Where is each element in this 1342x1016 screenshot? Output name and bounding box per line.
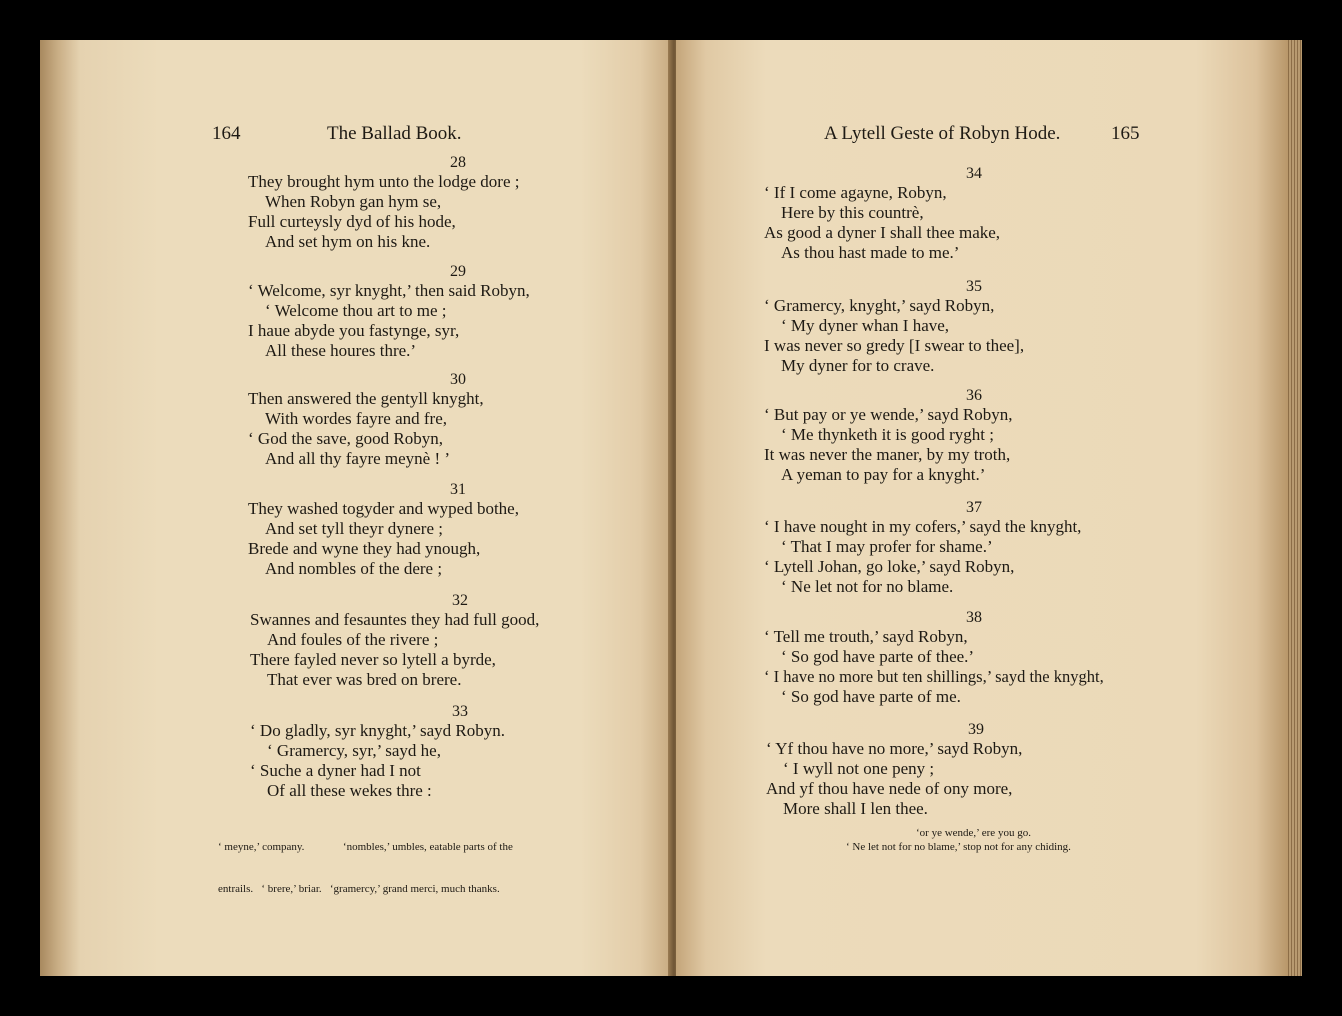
stanza-28 xyxy=(248,154,668,252)
verse-line: ‘ My dyner whan I have, xyxy=(781,316,950,335)
verse-line: Of all these wekes thre : xyxy=(267,781,432,800)
verse-line: ‘ But pay or ye wende,’ sayd Robyn, xyxy=(764,405,1013,424)
stanza-33 xyxy=(250,703,670,801)
stanza-31 xyxy=(248,481,668,579)
right-page-number: 165 xyxy=(1111,123,1140,144)
verse-line: And set hym on his kne. xyxy=(265,232,431,251)
stanza-number: 38 xyxy=(966,609,982,626)
verse-line: More shall I len thee. xyxy=(783,799,928,818)
stanza-37 xyxy=(764,499,1184,597)
verse-line: A yeman to pay for a knyght.’ xyxy=(781,465,986,484)
stanza-number: 29 xyxy=(450,263,466,280)
verse-line: And foules of the rivere ; xyxy=(267,630,439,649)
open-book xyxy=(40,40,1302,976)
stanza-number: 30 xyxy=(450,371,466,388)
stanza-number: 28 xyxy=(450,154,466,171)
stanza-36 xyxy=(764,387,1184,485)
stanza-number: 31 xyxy=(450,481,466,498)
verse-line: I haue abyde you fastynge, syr, xyxy=(248,321,460,340)
verse-line: ‘ Yf thou have no more,’ sayd Robyn, xyxy=(766,739,1023,758)
verse-line: ‘ That I may profer for shame.’ xyxy=(781,537,993,556)
verse-line: I was never so gredy [I swear to thee], xyxy=(764,336,1025,355)
stanza-35 xyxy=(764,278,1184,376)
verse-line: And nombles of the dere ; xyxy=(265,559,443,578)
verse-line: It was never the maner, by my troth, xyxy=(764,445,1011,464)
stanza-number: 34 xyxy=(966,165,982,182)
stanza-34 xyxy=(764,165,1184,263)
footnote-line: ‘ meyne,’ company. ‘nombles,’ umbles, eatable parts of the xyxy=(218,841,513,853)
verse-line: ‘ If I come agayne, Robyn, xyxy=(764,183,947,202)
verse-line: As good a dyner I shall thee make, xyxy=(764,223,1001,242)
verse-line: ‘ Tell me trouth,’ sayd Robyn, xyxy=(764,627,968,646)
verse-line: ‘ Welcome thou art to me ; xyxy=(265,301,447,320)
verse-line: ‘ So god have parte of thee.’ xyxy=(781,647,975,666)
verse-line: ‘ God the save, good Robyn, xyxy=(248,429,444,448)
verse-line: ‘ Lytell Johan, go loke,’ sayd Robyn, xyxy=(764,557,1015,576)
verse-line: All these houres thre.’ xyxy=(265,341,417,360)
verse-line: As thou hast made to me.’ xyxy=(781,243,960,262)
verse-line: And all thy fayre meynè ! ’ xyxy=(265,449,451,468)
verse-line: When Robyn gan hym se, xyxy=(265,192,442,211)
footnote-line: entrails. ‘ brere,’ briar. ‘gramercy,’ grand merci, much thanks. xyxy=(218,883,500,895)
verse-line: ‘ Do gladly, syr knyght,’ sayd Robyn. xyxy=(250,721,505,740)
left-running-title: The Ballad Book. xyxy=(327,123,462,144)
verse-line: ‘ Welcome, syr knyght,’ then said Robyn, xyxy=(248,281,530,300)
verse-line: That ever was bred on brere. xyxy=(267,670,462,689)
right-footnote-1: ‘or ye wende,’ ere you go. xyxy=(916,827,1031,839)
verse-line: ‘ I wyll not one peny ; xyxy=(783,759,935,778)
verse-line: They brought hym unto the lodge dore ; xyxy=(248,172,520,191)
verse-line: Then answered the gentyll knyght, xyxy=(248,389,484,408)
stanza-number: 33 xyxy=(452,703,468,720)
right-footnote-2: ‘ Ne let not for no blame,’ stop not for any chiding. xyxy=(846,841,1071,853)
verse-line: And yf thou have nede of ony more, xyxy=(766,779,1013,798)
verse-line: ‘ So god have parte of me. xyxy=(781,687,961,706)
stanza-29 xyxy=(248,263,668,361)
left-footnotes xyxy=(218,812,513,924)
verse-line: Swannes and fesauntes they had full good, xyxy=(250,610,540,629)
verse-line: And set tyll theyr dynere ; xyxy=(265,519,443,538)
verse-line: There fayled never so lytell a byrde, xyxy=(250,650,496,669)
verse-line: With wordes fayre and fre, xyxy=(265,409,447,428)
verse-line: ‘ Gramercy, knyght,’ sayd Robyn, xyxy=(764,296,995,315)
stanza-number: 39 xyxy=(968,721,984,738)
verse-line: They washed togyder and wyped bothe, xyxy=(248,499,519,518)
verse-line: ‘ I have no more but ten shillings,’ sayd the knyght, xyxy=(764,667,1104,686)
stanza-number: 36 xyxy=(966,387,982,404)
stanza-30 xyxy=(248,371,668,469)
right-running-title: A Lytell Geste of Robyn Hode. xyxy=(824,123,1061,144)
verse-line: ‘ Gramercy, syr,’ sayd he, xyxy=(267,741,441,760)
verse-line: ‘ Ne let not for no blame. xyxy=(781,577,954,596)
verse-line: ‘ Suche a dyner had I not xyxy=(250,761,421,780)
left-page-number: 164 xyxy=(212,123,241,144)
stanza-number: 32 xyxy=(452,592,468,609)
verse-line: My dyner for to crave. xyxy=(781,356,935,375)
verse-line: ‘ Me thynketh it is good ryght ; xyxy=(781,425,994,444)
verse-line: Brede and wyne they had ynough, xyxy=(248,539,481,558)
stanza-39 xyxy=(766,721,1186,819)
stanza-number: 37 xyxy=(966,499,982,516)
stanza-32 xyxy=(250,592,670,690)
left-page xyxy=(40,40,672,976)
stanza-number: 35 xyxy=(966,278,982,295)
verse-line: Full curteysly dyd of his hode, xyxy=(248,212,456,231)
right-page xyxy=(676,40,1302,976)
verse-line: ‘ I have nought in my cofers,’ sayd the knyght, xyxy=(764,517,1082,536)
verse-line: Here by this countrè, xyxy=(781,203,924,222)
stanza-38 xyxy=(764,609,1184,707)
page-edges xyxy=(1288,40,1302,976)
